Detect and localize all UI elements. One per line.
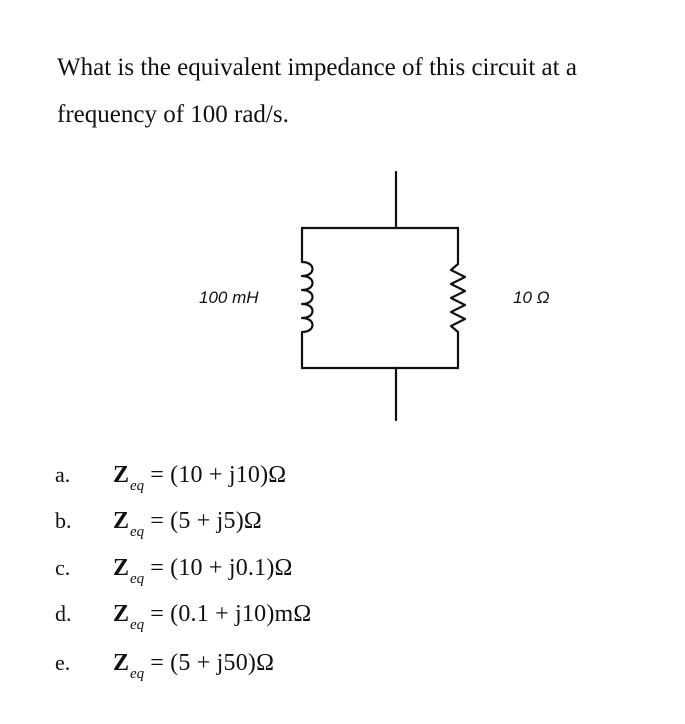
option-e[interactable] [55,650,274,690]
option-b[interactable] [55,508,262,548]
resistor-label: 10 Ω [513,288,550,307]
option-letter: e. [55,650,71,675]
impedance-value: = (5 + j5)Ω [150,508,262,534]
option-letter: d. [55,601,72,626]
impedance-value: = (0.1 + j10)mΩ [150,601,312,627]
impedance-symbol: Z [113,650,130,676]
option-a[interactable] [55,462,286,502]
impedance-value: = (5 + j50)Ω [150,650,275,676]
impedance-value: = (10 + j0.1)Ω [150,555,293,581]
question-text: What is the equivalent impedance of this circuit at a frequency of 100 rad/s. [57,54,577,128]
impedance-symbol: Z [113,601,130,627]
impedance-subscript: eq [130,524,145,540]
option-letter: b. [55,508,72,533]
impedance-subscript: eq [130,478,145,494]
impedance-symbol: Z [113,555,130,581]
impedance-subscript: eq [130,571,145,587]
impedance-symbol: Z [113,462,130,488]
option-c[interactable] [55,555,293,595]
impedance-value: = (10 + j10)Ω [150,462,287,488]
impedance-subscript: eq [130,617,145,633]
option-letter: c. [55,555,71,580]
option-letter: a. [55,462,71,487]
inductor-label: 100 mH [199,288,259,307]
impedance-subscript: eq [130,666,145,682]
impedance-symbol: Z [113,508,130,534]
option-d[interactable] [55,601,311,641]
